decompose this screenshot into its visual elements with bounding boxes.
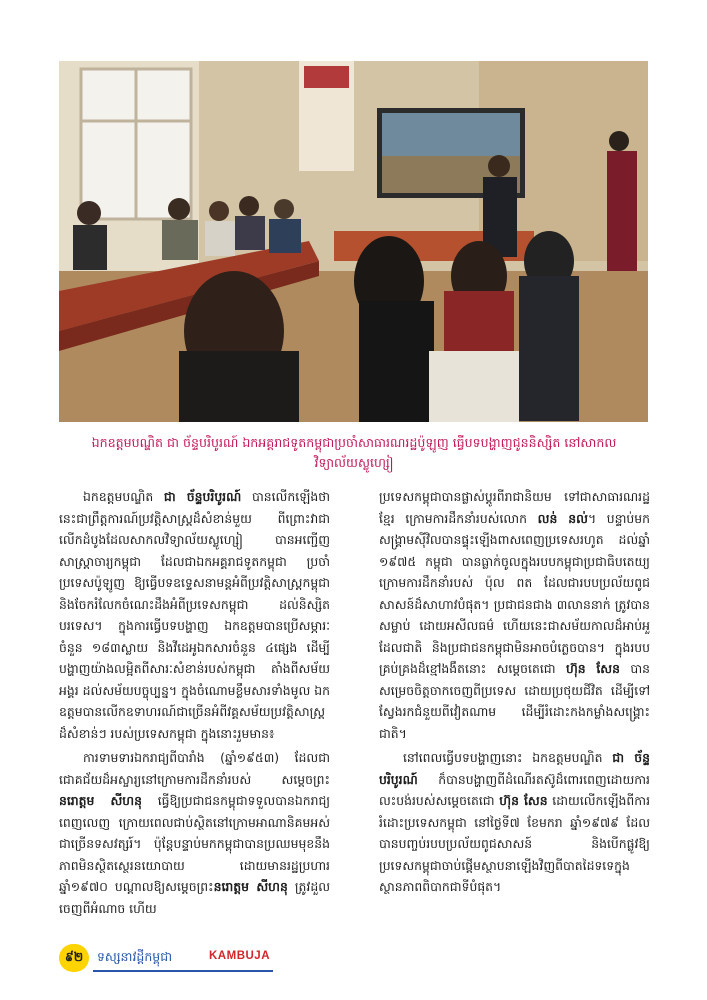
- paragraph: ប្រទេសកម្ពុជាបានផ្លាស់ប្ដូរពីរាជានិយម ទៅជាសាធារណរដ្ឋខ្មែរ ក្រោមការដឹកនាំរបស់លោក លន់ នល់។ បន្ទាប់មក សង្គ្រាមស៊ីវិលបានផ្ទុះឡើងពាសពេញប្រទេសរហូត ដល់ឆ្នាំ ១៩៧៥ កម្ពុជា បានធ្លាក់ចូលក្នុងរបបកម្ពុជាប្រជាធិបតេយ្យ ក្រោមការដឹកនាំរបស់ ប៉ុល ពត ដែលជារបបប្រល័យពូជសាសន៍ដ៏សាហាវបំផុត។ ប្រជាជនជាង ៣លាននាក់ ត្រូវបានសម្លាប់ ដោយអសីលធម៌ ហើយនេះជាសម័យកាលដ៏អាប់អួ ដែលជាតិ និងប្រជាជនកម្ពុជាមិនអាចបំភ្លេចបាន។ ក្នុងរបបគ្រប់គ្រងដ៏ខ្មៅងងឹតនោះ សម្ដេចតេជោ ហ៊ុន សែន បានសម្រេចចិត្តចាកចេញពីប្រទេស ដោយប្រថុយជីវិត ដើម្បីទៅស្វែងរកជំនួយពីវៀតណាម ដើម្បីរំដោះកងកម្លាំងសង្គ្រោះជាតិ។: [379, 489, 651, 741]
- classroom-scene-image: [59, 61, 648, 422]
- magazine-brand: KAMBUJA: [209, 950, 270, 962]
- article-column-left: [59, 486, 330, 922]
- article-column-right: [379, 486, 650, 901]
- paragraph: នៅពេលធ្វើបទបង្ហាញនោះ ឯកឧត្តមបណ្ឌិត ជា ច័ន្ទបរិបូរណ៍ ក៏បានបង្ហាញពីដំណើរតស៊ូដ៏ពោរពេញដោយការលះបង់របស់សម្ដេចតេជោ ហ៊ុន សែន ដោយលើកឡើងពីការរំដោះប្រទេសកម្ពុជា នៅថ្ងៃទី៧ ខែមករា ឆ្នាំ១៩៧៩ ដែលបានបញ្ចប់របបប្រល័យពូជសាសន៍ និងបើកផ្លូវឱ្យប្រទេសកម្ពុជាចាប់ផ្ដើមស្ថាបនាឡើងវិញពីបាតដៃទទេក្នុងស្ថានភាពពិបាកជាទីបំផុត។: [379, 750, 650, 894]
- paragraph: ឯកឧត្តមបណ្ឌិត ជា ច័ន្ទបរិបូរណ៍ បានលើកឡើងថា នេះជាព្រឹត្តការណ៍ប្រវត្តិសាស្ត្រដ៏សំខាន់មួយ ពីព្រោះវាជាលើកដំបូងដែលសាកលវិទ្យាល័យស្លូហ្សៀ បានអញ្ជើញសាស្ត្រាចារ្យកម្ពុជា ដែលជាឯកអគ្គរាជទូតកម្ពុជា ប្រចាំប្រទេសប៉ូឡូញ ឱ្យធ្វើបទឧទ្ទេសនាមន្តអំពីប្រវត្តិសាស្ត្រកម្ពុជា និងចែករំលែកចំណេះដឹងអំពីប្រទេសកម្ពុជា ដល់និស្សិតបរទេស។ ក្នុងការធ្វើបទបង្ហាញ ឯកឧត្តមបានប្រើសម្ភារៈចំនួន ១៨៣ស្លាយ និងវីដេអូឯកសារចំនួន ៤ផ្សេង ដើម្បីបង្ហាញយ៉ាងលម្អិតពីសារៈសំខាន់របស់កម្ពុជា តាំងពីសម័យអង្គរ ដល់សម័យបច្ចុប្បន្ន។ ក្នុងចំណោមខ្លឹមសារទាំងមូល ឯកឧត្តមបានលើកឧទាហរណ៍ជាច្រើនអំពីវគ្គសម័យប្រវត្តិសាស្ត្រដ៏សំខាន់ៗ របស់ប្រទេសកម្ពុជា ក្នុងនោះរួមមាន៖: [59, 489, 331, 741]
- page-number: ៩២: [59, 944, 89, 972]
- photo-caption: ឯកឧត្តមបណ្ឌិត ជា ច័ន្ទបរិបូរណ៍ ឯកអគ្គរាជទូតកម្ពុជាប្រចាំសាធារណរដ្ឋប៉ូឡូញ ធ្វើបទបង្ហាញជូននិស្សិត នៅសាកលវិទ្យាល័យស្លូហ្សៀ: [91, 435, 617, 470]
- magazine-title: ទស្សនាវដ្ដីកម្ពុជា: [97, 949, 173, 964]
- page-footer: [59, 944, 274, 972]
- article-photo: [59, 61, 648, 422]
- footer-rule: [93, 970, 273, 972]
- paragraph: ការទាមទារឯករាជ្យពីបារាំង (ឆ្នាំ១៩៥៣) ដែលជាជោគជ័យដ៏អស្ចារ្យនៅក្រោមការដឹកនាំរបស់ សម្ដេចព្រះ នរោត្តម សីហនុ ធ្វើឱ្យប្រជាជនកម្ពុជាទទួលបានឯករាជ្យពេញលេញ ក្រោយពេលជាប់ស្ថិតនៅក្រោមអាណានិគមអស់ជាច្រើនទសវត្សរ៍។ ប៉ុន្តែបន្ទាប់មកកម្ពុជាបានប្រឈមមុខនឹងភាពមិនស្ថិតស្ថេរនយោបាយ ដោយមានរដ្ឋប្រហារ ឆ្នាំ១៩៧០ បណ្ដាលឱ្យសម្ដេចព្រះនរោត្តម សីហនុ ត្រូវដួលចេញពីអំណាច ហើយ: [59, 750, 331, 916]
